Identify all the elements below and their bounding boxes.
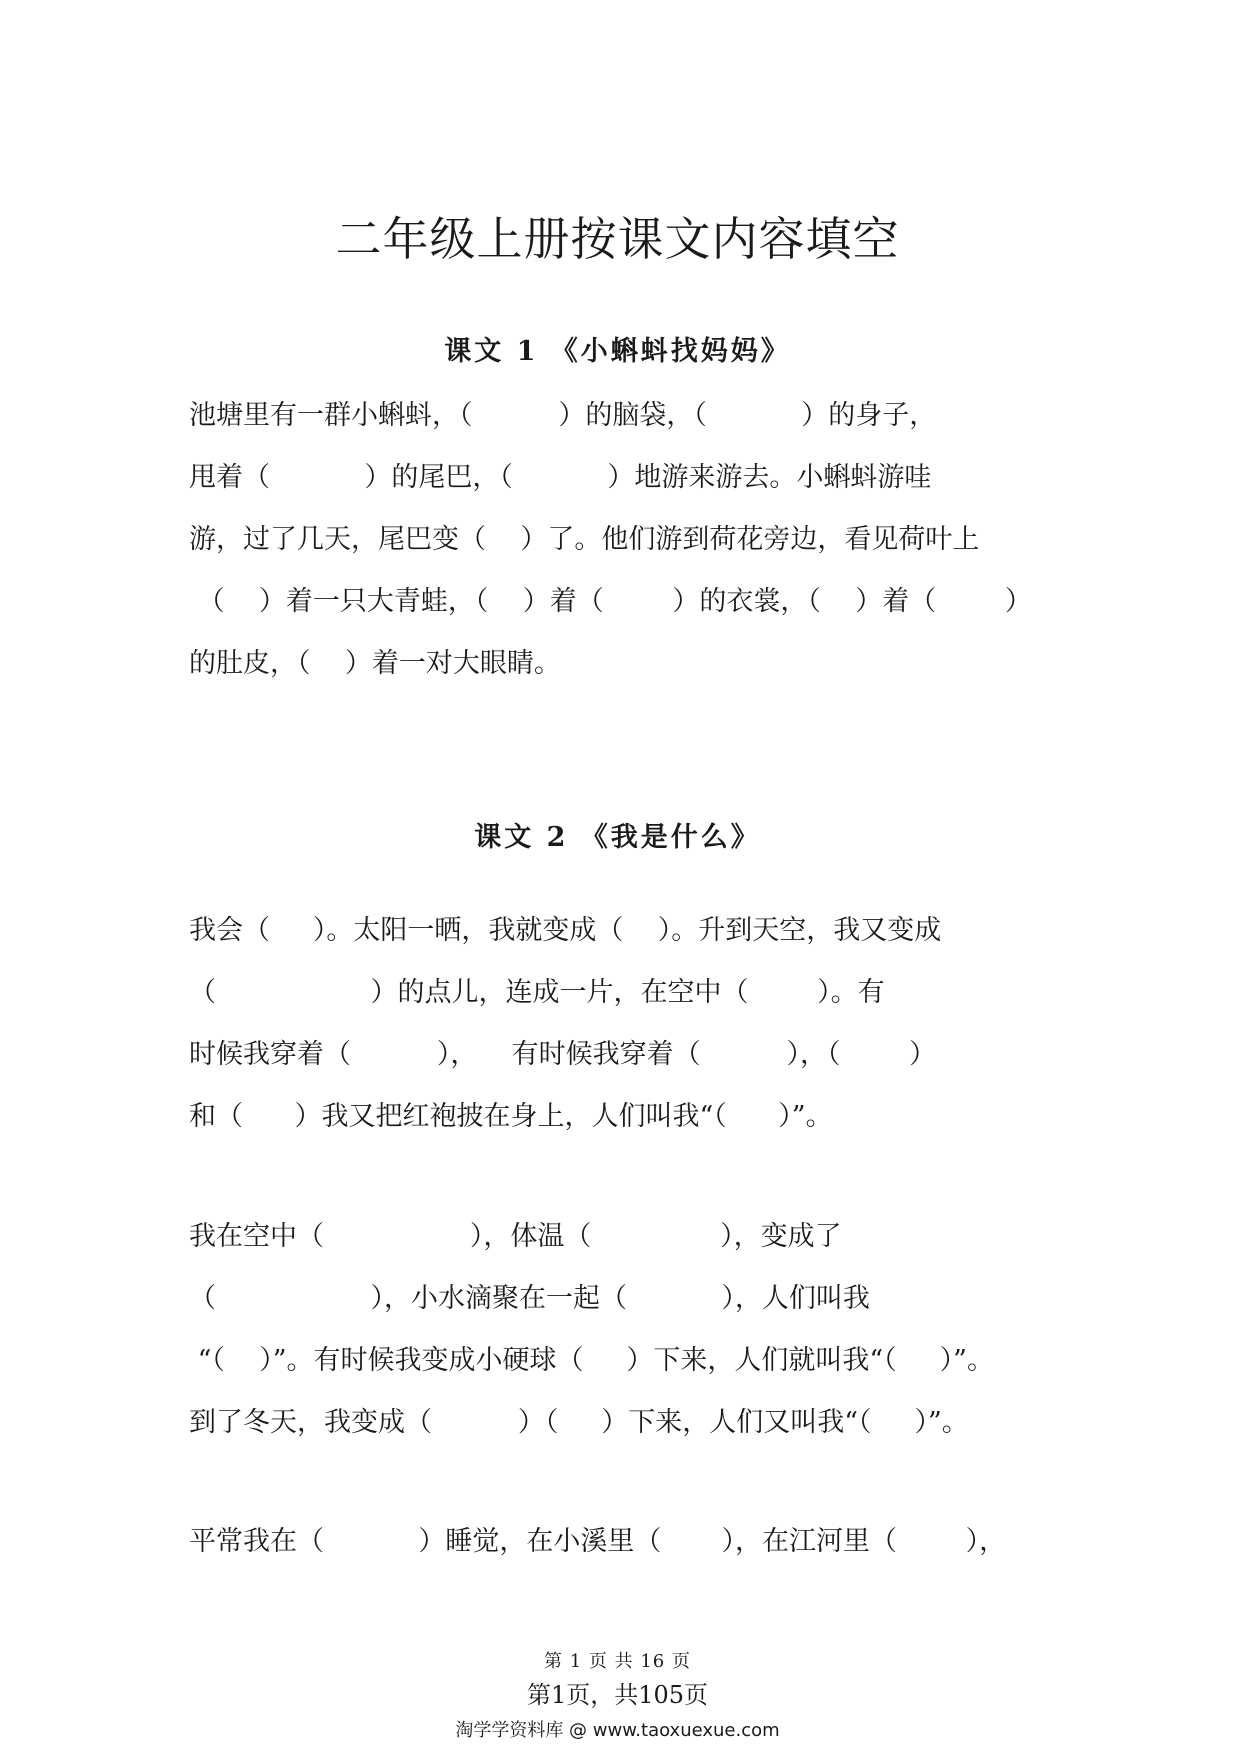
document-title: 二年级上册按课文内容填空	[335, 212, 900, 266]
lesson-1-line: 的肚皮，（ ）着一对大眼睛。	[189, 648, 561, 679]
page-number-small: 第 1 页 共 16 页	[544, 1651, 691, 1672]
watermark: 淘学学资料库 @ www.taoxuexue.com	[455, 1720, 780, 1741]
lesson-1-heading: 课文 1 《小蝌蚪找妈妈》	[444, 336, 791, 367]
lesson-2-line: 和（ ）我又把红袍披在身上，人们叫我“（ ）”。	[189, 1101, 833, 1132]
lesson-2-line: （ ）的点儿，连成一片，在空中（ ）。有	[189, 977, 885, 1008]
lesson-1-line: （ ）着一只大青蛙，（ ）着（ ）的衣裳，（ ）着（ ）	[189, 586, 1032, 617]
lesson-2-heading: 课文 2 《我是什么》	[474, 822, 761, 853]
lesson-1-line: 甩着（ ）的尾巴，（ ）地游来游去。小蝌蚪游哇	[189, 462, 932, 493]
lesson-2-line: （ ），小水滴聚在一起（ ），人们叫我	[189, 1283, 870, 1314]
lesson-2-line: “（ ）”。有时候我变成小硬球（ ）下来，人们就叫我“（ ）”。	[189, 1345, 994, 1376]
lesson-1-line: 游，过了几天，尾巴变（ ）了。他们游到荷花旁边，看见荷叶上	[189, 524, 980, 555]
lesson-2-line: 到了冬天，我变成（ ）（ ）下来，人们又叫我“（ ）”。	[189, 1407, 969, 1438]
page-number-large: 第1页，共105页	[526, 1681, 709, 1709]
lesson-2-line: 时候我穿着（ ）， 有时候我穿着（ ），（ ）	[189, 1039, 937, 1070]
lesson-1-line: 池塘里有一群小蝌蚪，（ ）的脑袋，（ ）的身子，	[189, 400, 937, 431]
lesson-2-line: 我在空中（ ），体温（ ），变成了	[189, 1221, 842, 1252]
lesson-2-line: 我会（ ）。太阳一晒，我就变成（ ）。升到天空，我又变成	[189, 915, 942, 946]
lesson-2-line: 平常我在（ ）睡觉，在小溪里（ ），在江河里（ ），	[189, 1526, 1007, 1557]
